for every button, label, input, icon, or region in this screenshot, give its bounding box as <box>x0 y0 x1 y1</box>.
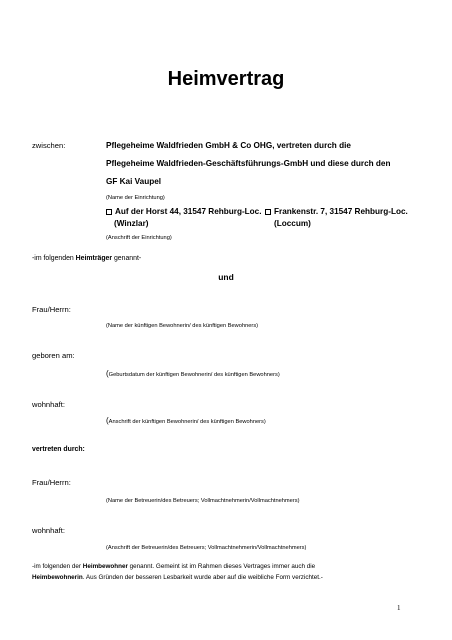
footer-line2-post: . Aus Gründen der besseren Lesbarkeit wurde aber auf die weibliche Form verzichtet.- <box>82 574 323 581</box>
name-einrichtung-hint: (Name der Einrichtung) <box>106 195 165 201</box>
provider-line-2: Pflegeheime Waldfrieden-Geschäftsführungs-GmbH und diese durch den <box>106 159 391 168</box>
document-title: Heimvertrag <box>167 68 285 90</box>
checkbox-loccum[interactable] <box>265 209 271 215</box>
option-loccum[interactable] <box>265 207 408 216</box>
anschrift-einrichtung-hint: (Anschrift der Einrichtung) <box>106 235 172 241</box>
betreuer-name-hint: (Name der Betreuerin/des Betreuers; Vollmachtnehmerin/Vollmachtnehmers) <box>106 498 300 504</box>
frau-herrn-label-2: Frau/Herrn: <box>32 478 71 487</box>
option-loccum-line2: (Loccum) <box>274 219 311 228</box>
footer-line2-bold: Heimbewohnerin <box>32 574 83 581</box>
checkbox-winzlar[interactable] <box>106 209 112 215</box>
option-winzlar-line1: Auf der Horst 44, 31547 Rehburg-Loc. <box>115 207 262 216</box>
option-winzlar[interactable] <box>106 207 262 216</box>
geburtsdatum-paren: ( <box>106 369 109 378</box>
heimbewohner-note-line-1 <box>32 563 315 570</box>
wohnhaft-label-2: wohnhaft: <box>32 526 65 535</box>
geboren-label: geboren am: <box>32 351 75 360</box>
wohnhaft-label-1: wohnhaft: <box>32 400 65 409</box>
footer-line1-pre: -im folgenden der <box>32 563 83 570</box>
heimtraeger-bold: Heimträger <box>75 255 113 262</box>
geburtsdatum-hint-line <box>106 369 280 378</box>
provider-line-1: Pflegeheime Waldfrieden GmbH & Co OHG, vertreten durch die <box>106 141 351 150</box>
und-heading: und <box>218 272 234 282</box>
heimtraeger-note <box>32 255 141 262</box>
heimtraeger-pre: -im folgenden <box>32 255 76 262</box>
option-winzlar-line2: (Winzlar) <box>114 219 149 228</box>
anschrift-bewohner-hint-line <box>106 416 266 425</box>
frau-herrn-label-1: Frau/Herrn: <box>32 305 71 314</box>
vertreten-durch-heading: vertreten durch: <box>32 446 85 453</box>
footer-line1-bold: Heimbewohner <box>82 563 128 570</box>
bewohner-name-hint: (Name der künftigen Bewohnerin/ des künftigen Bewohners) <box>106 323 259 329</box>
anschrift-bewohner-hint: Anschrift der künftigen Bewohnerin/ des künftigen Bewohners) <box>108 419 266 425</box>
option-loccum-line1: Frankenstr. 7, 31547 Rehburg-Loc. <box>274 207 408 216</box>
heimbewohner-note-line-2 <box>32 574 323 581</box>
betreuer-anschrift-hint: (Anschrift der Betreuerin/des Betreuers; Vollmachtnehmerin/Vollmachtnehmers) <box>106 545 307 551</box>
zwischen-label: zwischen: <box>32 141 66 150</box>
anschrift-paren: ( <box>106 416 109 425</box>
footer-line1-post: genannt. Gemeint ist im Rahmen dieses Vertrages immer auch die <box>127 563 316 570</box>
geburtsdatum-hint: Geburtsdatum der künftigen Bewohnerin/ des künftigen Bewohners) <box>108 372 280 378</box>
heimtraeger-post: genannt- <box>112 255 142 262</box>
provider-line-3: GF Kai Vaupel <box>106 177 162 186</box>
page-number: 1 <box>397 604 401 612</box>
